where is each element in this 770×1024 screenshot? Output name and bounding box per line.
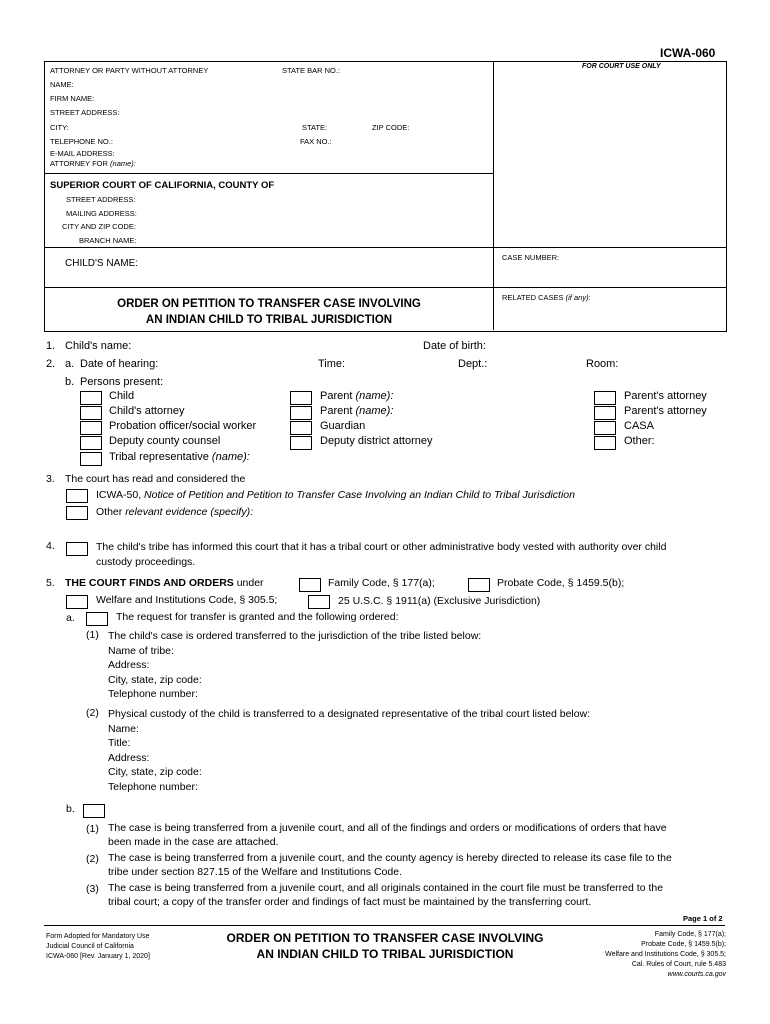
- item5-number: 5.: [46, 577, 55, 589]
- parents-attorney2-label: Parent's attorney: [624, 405, 707, 417]
- family-code-label: Family Code, § 177(a);: [328, 577, 435, 589]
- hearing-time-label: Time:: [318, 358, 346, 370]
- hearing-dept-label: Dept.:: [458, 358, 488, 370]
- item4-number: 4.: [46, 540, 55, 552]
- guardian-checkbox[interactable]: [290, 421, 312, 435]
- item3-number: 3.: [46, 473, 55, 485]
- guardian-label: Guardian: [320, 420, 366, 432]
- casa-label: CASA: [624, 420, 654, 432]
- probation-officer-label: Probation officer/social worker: [109, 420, 257, 432]
- item5b1-number: (1): [86, 823, 99, 835]
- item5a2-text: Physical custody of the child is transferred to a designated representative of the tribal court listed below:: [108, 708, 591, 720]
- tribal-representative-label: Tribal representative (name):: [109, 451, 250, 463]
- order-title: ORDER ON PETITION TO TRANSFER CASE INVOLVING AN INDIAN CHILD TO TRIBAL JURISDICTION: [117, 298, 421, 326]
- parents-attorney1-label: Parent's attorney: [624, 390, 707, 402]
- item5b1-line1: The case is being transferred from a juvenile court, and all of the findings and orders or modifications of orders that have: [108, 822, 667, 834]
- icwa50-label: ICWA-50, Notice of Petition and Petition to Transfer Case Involving an Indian Child to Tribal Jurisdiction: [96, 489, 575, 501]
- persons-present-label: Persons present:: [80, 376, 164, 388]
- other-evidence-label: Other relevant evidence (specify):: [96, 506, 253, 518]
- hearing-room-label: Room:: [586, 358, 619, 370]
- item1-childs-name-label: Child's name:: [65, 340, 132, 352]
- casa-checkbox[interactable]: [594, 421, 616, 435]
- attorney-for-label: ATTORNEY FOR (name):: [50, 159, 136, 168]
- deputy-district-attorney-checkbox[interactable]: [290, 436, 312, 450]
- page-number: Page 1 of 2: [683, 914, 723, 923]
- parents-attorney1-checkbox[interactable]: [594, 391, 616, 405]
- attorney-label: ATTORNEY OR PARTY WITHOUT ATTORNEY: [50, 66, 209, 75]
- zip-label: ZIP CODE:: [372, 123, 410, 132]
- item5b-marker: b.: [66, 803, 75, 815]
- case-number-label: CASE NUMBER:: [502, 253, 560, 262]
- item5b2-number: (2): [86, 853, 99, 865]
- divider: [44, 173, 494, 174]
- item5b3-line1: The case is being transferred from a juvenile court, and all originals contained in the court file must be transferred to the: [108, 882, 664, 894]
- city-label: CITY:: [50, 123, 69, 132]
- item5a-text: The request for transfer is granted and the following ordered:: [116, 611, 399, 623]
- usc-label: 25 U.S.C. § 1911(a) (Exclusive Jurisdiction): [338, 595, 541, 607]
- caption-frame: [44, 61, 727, 332]
- rep-title-label: Title:: [108, 737, 131, 749]
- item2-number: 2.: [46, 358, 56, 370]
- footer-citations: Family Code, § 177(a); Probate Code, § 1459.5(b); Welfare and Institutions Code, § 305.5; Cal. Rules of Court, rule 5.483 www.courts.ca.gov: [605, 931, 726, 978]
- footer-divider: [44, 925, 725, 926]
- court-title: SUPERIOR COURT OF CALIFORNIA, COUNTY OF: [50, 180, 275, 191]
- court-street-label: STREET ADDRESS:: [66, 195, 136, 204]
- parent1-label: Parent (name):: [320, 390, 394, 402]
- probate-code-label: Probate Code, § 1459.5(b);: [497, 577, 625, 589]
- childs-attorney-label: Child's attorney: [109, 405, 185, 417]
- childs-attorney-checkbox[interactable]: [80, 406, 102, 420]
- parent1-checkbox[interactable]: [290, 391, 312, 405]
- item5a2-number: (2): [86, 707, 99, 719]
- deputy-county-counsel-checkbox[interactable]: [80, 436, 102, 450]
- item1-number: 1.: [46, 340, 56, 352]
- parent2-checkbox[interactable]: [290, 406, 312, 420]
- tribal-representative-checkbox[interactable]: [80, 452, 102, 466]
- childs-name-label: CHILD'S NAME:: [65, 258, 139, 269]
- rep-city-label: City, state, zip code:: [108, 766, 202, 778]
- state-bar-label: STATE BAR NO.:: [282, 66, 341, 75]
- tribe-name-label: Name of tribe:: [108, 645, 174, 657]
- firm-name-label: FIRM NAME:: [50, 94, 95, 103]
- state-label: STATE:: [302, 123, 328, 132]
- item5b2-line1: The case is being transferred from a juvenile court, and the county agency is hereby directed to release its case file to the: [108, 852, 672, 864]
- divider: [44, 287, 726, 288]
- family-code-checkbox[interactable]: [299, 578, 321, 592]
- other-evidence-checkbox[interactable]: [66, 506, 88, 520]
- tribe-address-label: Address:: [108, 659, 150, 671]
- item5a1-text: The child's case is ordered transferred to the jurisdiction of the tribe listed below:: [108, 630, 482, 642]
- item1-dob-label: Date of birth:: [423, 340, 486, 352]
- item4-line1: The child's tribe has informed this court that it has a tribal court or other administrative body vested with authority over child: [96, 541, 667, 553]
- item5a-marker: a.: [66, 612, 75, 624]
- rep-name-label: Name:: [108, 723, 139, 735]
- deputy-county-counsel-label: Deputy county counsel: [109, 435, 221, 447]
- probate-code-checkbox[interactable]: [468, 578, 490, 592]
- welfare-code-checkbox[interactable]: [66, 595, 88, 609]
- court-branch-label: BRANCH NAME:: [79, 236, 137, 245]
- courts-website-link[interactable]: www.courts.ca.gov: [667, 971, 726, 978]
- usc-checkbox[interactable]: [308, 595, 330, 609]
- rep-address-label: Address:: [108, 752, 150, 764]
- item4-line2: custody proceedings.: [96, 556, 196, 568]
- deputy-district-attorney-label: Deputy district attorney: [320, 435, 433, 447]
- parent2-label: Parent (name):: [320, 405, 394, 417]
- item5b3-line2: tribal court; a copy of the transfer order and findings of fact must be maintained by the transferring court.: [108, 896, 592, 908]
- name-label: NAME:: [50, 80, 74, 89]
- child-label: Child: [109, 390, 135, 402]
- rep-phone-label: Telephone number:: [108, 781, 198, 793]
- item5a1-number: (1): [86, 629, 99, 641]
- item5b3-number: (3): [86, 883, 99, 895]
- court-mailing-label: MAILING ADDRESS:: [66, 209, 137, 218]
- item5b-checkbox[interactable]: [83, 804, 105, 818]
- tribe-phone-label: Telephone number:: [108, 688, 198, 700]
- item5b1-line2: been made in the case are attached.: [108, 836, 279, 848]
- item2-a-marker: a.: [65, 358, 75, 370]
- welfare-code-label: Welfare and Institutions Code, § 305.5;: [96, 594, 278, 606]
- divider: [44, 247, 726, 248]
- icwa50-checkbox[interactable]: [66, 489, 88, 503]
- footer-adoption-info: Form Adopted for Mandatory Use Judicial Council of California ICWA-060 [Rev. January 1, 2020]: [46, 933, 150, 960]
- fax-label: FAX NO.:: [300, 137, 332, 146]
- other-person-checkbox[interactable]: [594, 436, 616, 450]
- child-checkbox[interactable]: [80, 391, 102, 405]
- form-id: ICWA-060: [660, 46, 716, 60]
- item4-checkbox[interactable]: [66, 542, 88, 556]
- court-use-label: FOR COURT USE ONLY: [582, 63, 661, 70]
- related-cases-label: RELATED CASES (if any):: [502, 293, 591, 302]
- item2-b-marker: b.: [65, 376, 75, 388]
- email-label: E-MAIL ADDRESS:: [50, 149, 115, 158]
- item5b2-line2: tribe under section 827.15 of the Welfare and Institutions Code.: [108, 866, 402, 878]
- caption-divider: [493, 61, 494, 330]
- item5a-checkbox[interactable]: [86, 612, 108, 626]
- court-city-zip-label: CITY AND ZIP CODE:: [62, 222, 136, 231]
- item5-heading: THE COURT FINDS AND ORDERS under: [65, 577, 264, 589]
- other-person-label: Other:: [624, 435, 655, 447]
- telephone-label: TELEPHONE NO.:: [50, 137, 113, 146]
- street-address-label: STREET ADDRESS:: [50, 108, 120, 117]
- tribe-city-label: City, state, zip code:: [108, 674, 202, 686]
- probation-officer-checkbox[interactable]: [80, 421, 102, 435]
- footer-title: ORDER ON PETITION TO TRANSFER CASE INVOLVING AN INDIAN CHILD TO TRIBAL JURISDICTION: [226, 931, 544, 961]
- item3-text: The court has read and considered the: [65, 473, 246, 485]
- hearing-date-label: Date of hearing:: [80, 358, 159, 370]
- parents-attorney2-checkbox[interactable]: [594, 406, 616, 420]
